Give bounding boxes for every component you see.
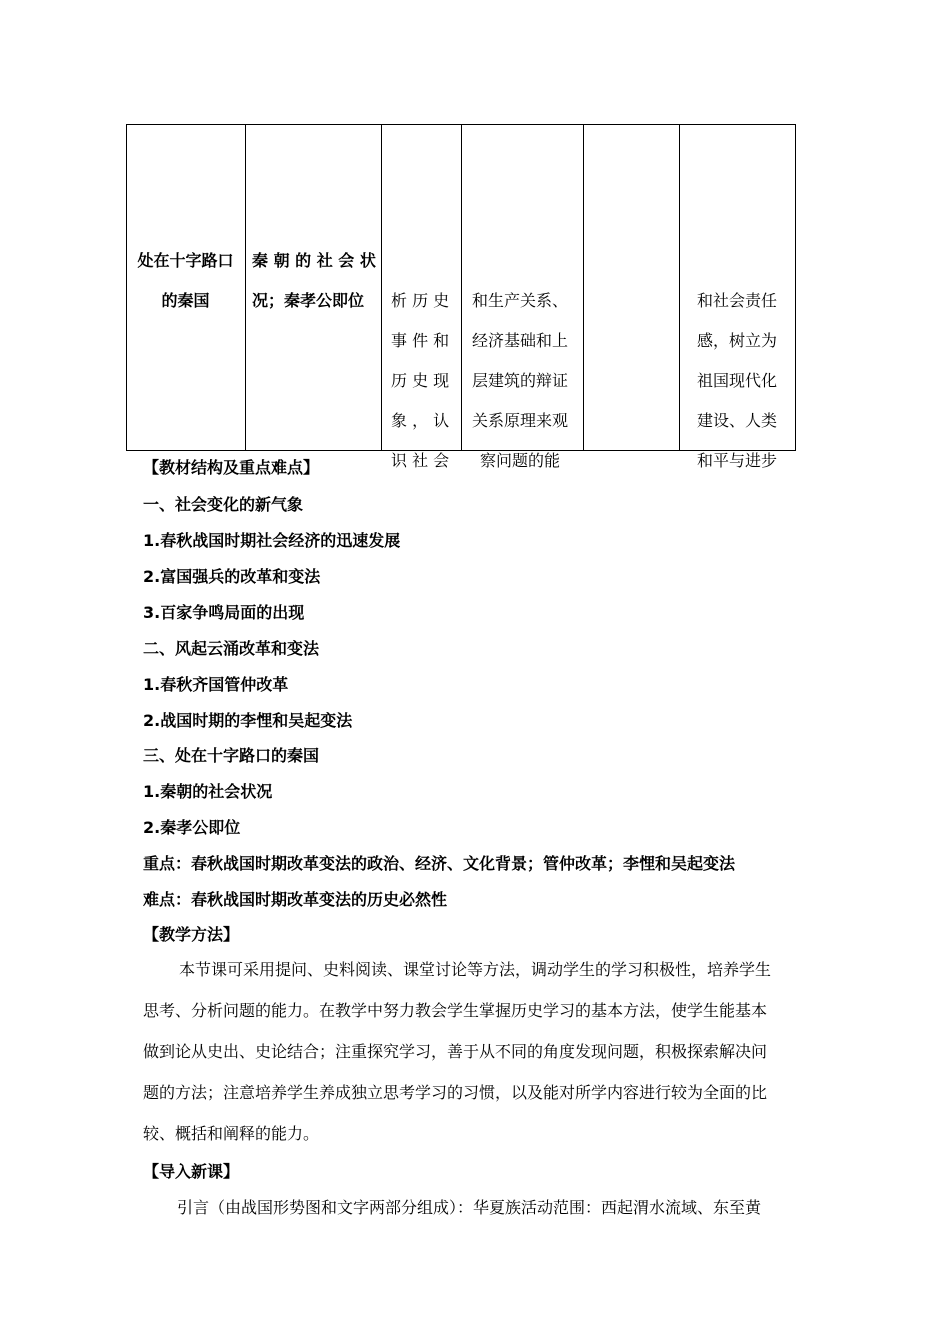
intro-heading: 【导入新课】	[143, 1162, 240, 1181]
table-cell-subtopic: 秦 朝 的 社 会 状 况；秦孝公即位	[252, 251, 376, 310]
difficult-point: 难点：春秋战国时期改革变法的历史必然性	[143, 890, 448, 909]
outline-item: 2.秦孝公即位	[143, 818, 241, 837]
table-cell-method: 和生产关系、 经济基础和上 层建筑的辩证 关系原理来观 察问题的能	[472, 291, 569, 470]
table-cell-ability: 析 历 史 事 件 和 历 史 现 象 ， 认 识 社 会	[391, 291, 450, 470]
outline-item: 3.百家争鸣局面的出现	[143, 603, 305, 622]
table-cell-topic: 处在十字路口 的秦国	[137, 251, 234, 310]
table-divider	[583, 125, 584, 450]
outline-item: 一、社会变化的新气象	[143, 495, 304, 514]
outline-item: 1.春秋齐国管仲改革	[143, 675, 289, 694]
table-divider	[679, 125, 680, 450]
outline-item: 2.战国时期的李悝和吴起变法	[143, 711, 353, 730]
table-cell-attitude: 和社会责任 感，树立为 祖国现代化 建设、人类 和平与进步	[697, 291, 778, 470]
table-divider	[461, 125, 462, 450]
outline-item: 1.春秋战国时期社会经济的迅速发展	[143, 531, 401, 550]
table-divider	[381, 125, 382, 450]
outline-item: 1.秦朝的社会状况	[143, 782, 273, 801]
outline-item: 三、处在十字路口的秦国	[143, 746, 320, 765]
outline-item: 2.富国强兵的改革和变法	[143, 567, 321, 586]
intro-paragraph: 引言（由战国形势图和文字两部分组成）：华夏族活动范围：西起渭水流域、东至黄	[177, 1198, 762, 1217]
section-heading: 【教材结构及重点难点】	[143, 458, 320, 477]
outline-item: 二、风起云涌改革和变法	[143, 639, 320, 658]
key-point: 重点：春秋战国时期改革变法的政治、经济、文化背景；管仲改革；李悝和吴起变法	[143, 854, 736, 873]
method-heading: 【教学方法】	[143, 925, 240, 944]
method-paragraph: 本节课可采用提问、史料阅读、课堂讨论等方法，调动学生的学习积极性，培养学生 思考、分析问题的能力。在教学中努力教会学生掌握历史学习的基本方法，使学生能基本 做到论从史出、史论结合；注重探究学习，善于从不同的角度发现问题，积极探索解决问 题的方法；注意培养学生养成独立思考学习的习惯，以及能对所学内容进行较为全面的比 较、概括和阐释的能力。	[143, 960, 772, 1143]
table-divider	[245, 125, 246, 450]
